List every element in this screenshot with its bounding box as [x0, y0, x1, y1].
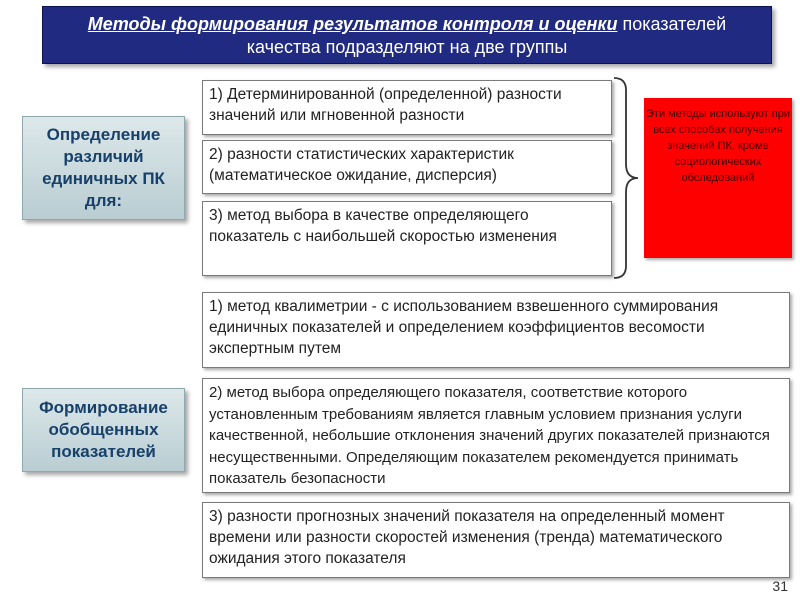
title-line2: качества подразделяют на две группы [246, 37, 568, 57]
group2-label-line: обобщенных [48, 420, 159, 439]
title-rest: показателей [617, 14, 727, 34]
title-emphasis: Методы формирования результатов контроля и оценки [87, 14, 618, 34]
group1-label-line: единичных ПК [42, 169, 165, 188]
group2-label [22, 388, 185, 472]
curly-brace-icon [612, 76, 642, 280]
group1-label-line: Определение [46, 125, 161, 144]
group2-label-line: показателей [51, 442, 156, 461]
group1-item-1: 1) Детерминированной (определенной) разности значений или мгновенной разности [202, 80, 612, 135]
group1-item-2: 2) разности статистических характеристик (математическое ожидание, дисперсия) [202, 140, 612, 194]
group1-item-3: 3) метод выбора в качестве определяющего показатель с наибольшей скоростью изменения [202, 201, 612, 276]
group1-label [22, 116, 185, 220]
group1-label-line: для: [84, 191, 123, 210]
group2-item-2: 2) метод выбора определяющего показателя, соответствие которого установленным требованиям является главным условием признания услуги качественной, небольшие отклонения значений других показателей признаются несущественными. Определяющим показателем рекомендуется принимать показатель безопасности [202, 378, 790, 493]
group2-item-1: 1) метод квалиметрии - с использованием взвешенного суммирования единичных показателей и определением коэффициентов весомости экспертным путем [202, 292, 790, 368]
page-number: 31 [772, 578, 788, 594]
note-box: Эти методы используют при всех способах получения значений ПК, кроме социологических обследований [644, 98, 792, 258]
group2-item-3: 3) разности прогнозных значений показателя на определенный момент времени или разности скоростей изменения (тренда) математического ожидания этого показателя [202, 502, 790, 578]
group1-label-line: различий [63, 147, 144, 166]
group2-label-line: Формирование [39, 398, 168, 417]
slide-title [42, 6, 772, 64]
